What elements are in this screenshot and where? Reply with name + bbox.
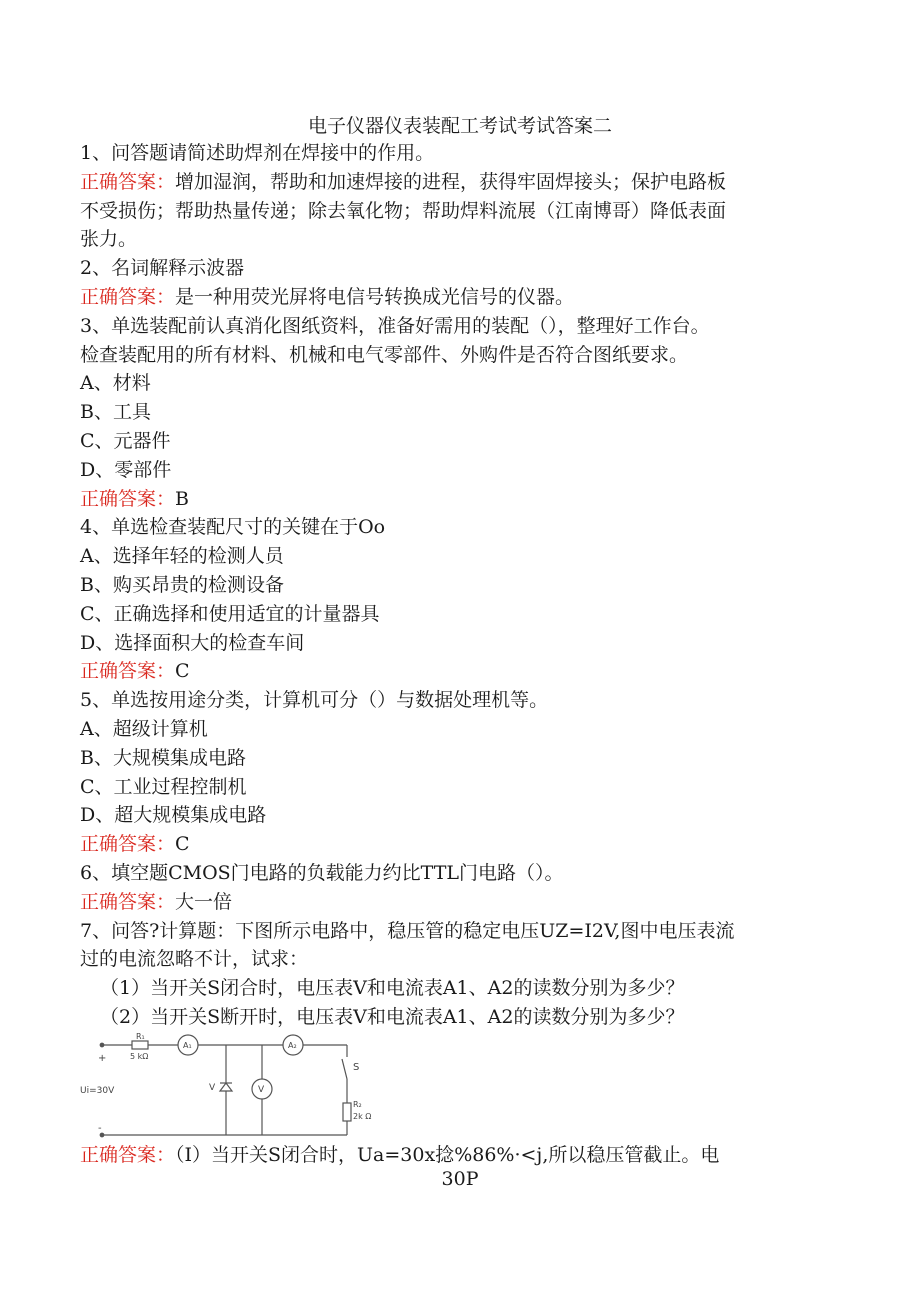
r2-value: 2k Ω [353,1111,372,1121]
a2-label: A₂ [288,1040,297,1050]
q3-question-line-1: 3、单选装配前认真消化图纸资料，准备好需用的装配（），整理好工作台。 [80,314,710,337]
q4-question: 4、单选检查装配尺寸的关键在于Oo [80,516,386,539]
q5-answer-text: C [175,833,190,856]
q1-answer-text: 增加湿润，帮助和加速焊接的进程，获得牢固焊接头；保护电路板 [175,170,727,193]
q3-question-line-2: 检查装配用的所有材料、机械和电气零部件、外购件是否符合图纸要求。 [80,343,689,366]
q3-answer [80,485,850,514]
circuit-diagram [80,1033,850,1141]
plus-sign: + [98,1052,107,1064]
answer-label: 正确答案： [80,1143,176,1166]
r2-label: R₂ [353,1099,362,1109]
answer-label: 正确答案： [80,285,176,308]
answer-label: 正确答案： [80,660,176,683]
q7-sub-question-1: （1）当开关S闭合时，电压表V和电流表A1、A2的读数分别为多少？ [100,977,685,1000]
answer-label: 正确答案： [80,833,176,856]
q4-option-a: A、选择年轻的检测人员 [80,545,284,568]
q7-answer-text: （I）当开关S闭合时，Ua=30x捻%86%·<j,所以稳压管截止。电 [175,1143,720,1166]
r1-value: 5 kΩ [130,1051,149,1061]
q7-sub-question-2: （2）当开关S断开时，电压表V和电流表A1、A2的读数分别为多少？ [100,1005,685,1028]
q5-option-d: D、超大规模集成电路 [80,804,267,827]
q6-answer [80,888,850,917]
zener-diode-symbol [220,1083,232,1091]
q3-option-d: D、零部件 [80,458,172,481]
minus-sign: - [98,1122,102,1134]
q5-answer [80,830,850,859]
q5-question: 5、单选按用途分类，计算机可分（）与数据处理机等。 [80,689,549,712]
q3-option-c: C、元器件 [80,429,171,452]
document-title: 电子仪器仪表装配工考试考试答案二 [307,115,612,137]
q2-question: 2、名词解释示波器 [80,257,245,280]
q2-answer-text: 是一种用荧光屏将电信号转换成光信号的仪器。 [175,285,575,308]
q1-question: 1、问答题请简述助焊剂在焊接中的作用。 [80,142,435,164]
q3-answer-text: B [175,487,189,510]
document-body [80,139,850,1170]
q5-option-c: C、工业过程控制机 [80,775,247,798]
q6-question: 6、填空题CMOS门电路的负载能力约比TTL门电路（）。 [80,861,564,884]
q1-answer-line-2: 不受损伤；帮助热量传递；除去氧化物；帮助焊料流展（江南博哥）降低表面 [80,199,727,222]
circuit-svg [80,1033,380,1141]
answer-label: 正确答案： [80,890,176,913]
q2-answer [80,283,850,312]
q4-answer-text: C [175,660,190,683]
a1-label: A₁ [183,1040,192,1050]
q1-answer-line-3: 张力。 [80,228,138,251]
switch-blade [342,1059,347,1079]
q3-option-a: A、材料 [80,372,151,395]
answer-label: 正确答案： [80,487,176,510]
q4-option-b: B、购买昂贵的检测设备 [80,573,284,596]
q5-option-a: A、超级计算机 [80,717,208,740]
answer-label: 正确答案： [80,170,176,193]
zener-label: V [209,1082,216,1093]
page-number: 30P [441,1168,479,1190]
voltmeter-label: V [258,1084,265,1095]
r1-label: R₁ [136,1032,145,1041]
q5-option-b: B、大规模集成电路 [80,746,246,769]
q7-question-line-2: 过的电流忽略不计，试求： [80,948,309,971]
q7-question-line-1: 7、问答?计算题：下图所示电路中，稳压管的稳定电压UZ=I2V,图中电压表流 [80,919,735,942]
q6-answer-text: 大一倍 [175,890,233,913]
q3-option-b: B、工具 [80,401,151,424]
q4-option-c: C、正确选择和使用适宜的计量器具 [80,602,380,625]
switch-label: S [353,1061,360,1073]
resistor-r2 [343,1103,351,1121]
source-label: Ui=30V [80,1085,115,1096]
q4-answer [80,657,850,686]
q1-answer-line-1 [80,168,850,197]
terminal-plus [100,1043,104,1047]
resistor-r1 [132,1041,148,1049]
q4-option-d: D、选择面积大的检查车间 [80,631,305,654]
